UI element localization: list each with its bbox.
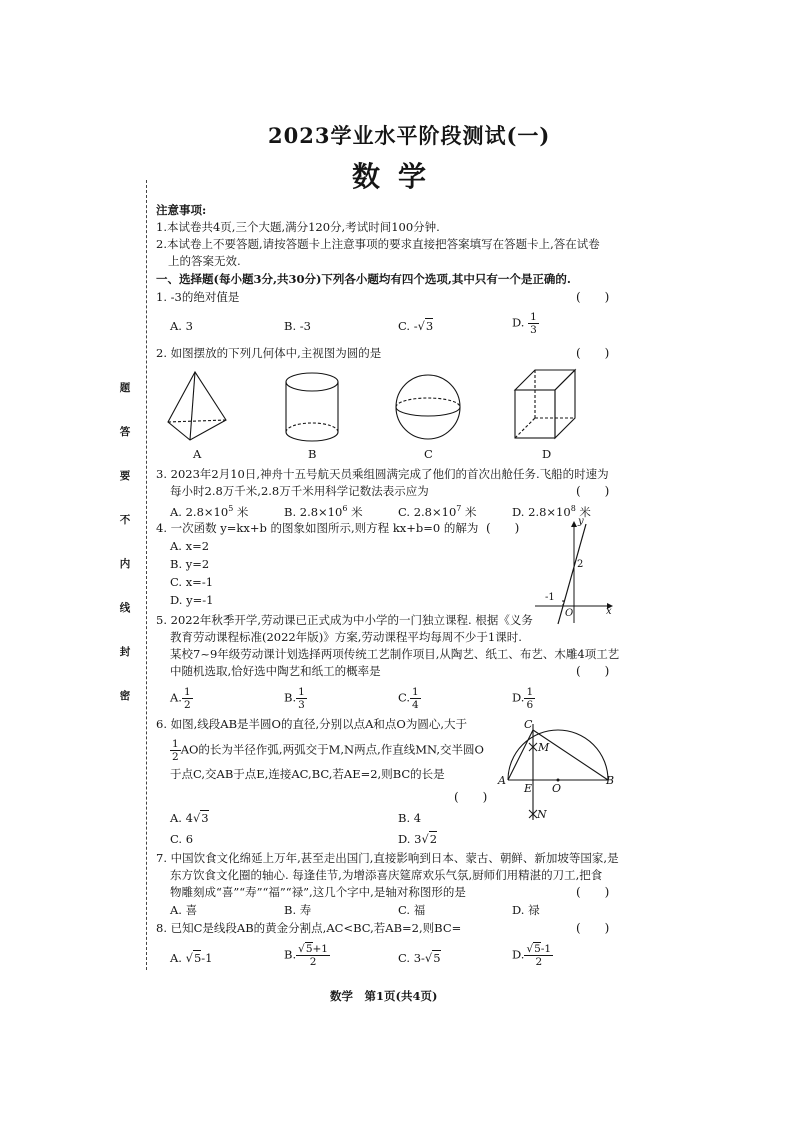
page-footer: 数学 第1页(共4页) [330, 989, 438, 1003]
q1-option-c-radicand: 3 [425, 319, 434, 333]
radicand: 5 [305, 943, 313, 955]
graph-y-label: y [578, 516, 584, 527]
q3-option-a-exponent: 5 [228, 504, 234, 513]
q7-option-c: C. 福 [398, 903, 426, 917]
question-7-line-2: 东方饮食文化圈的轴心. 每逢佳节,为增添喜庆筵席欢乐气氛,厨师们用精湛的刀工,把食 [170, 868, 603, 882]
radicand: 5 [193, 951, 202, 965]
fraction-denominator: 2 [309, 956, 317, 968]
q7-option-d: D. 禄 [512, 903, 540, 917]
fraction-numerator: 1 [530, 311, 537, 323]
point-label-m: M [538, 741, 550, 754]
page-title: 2023学业水平阶段测试(一) [268, 123, 551, 148]
q5-option-c [398, 686, 421, 711]
q1-option-d-prefix: D. [512, 315, 525, 330]
option-prefix: B. [284, 947, 297, 962]
question-6-line-1: 6. 如图,线段AB是半圆O的直径,分别以点A和点O为圆心,大于 [156, 717, 468, 731]
q3-option-c-base: C. 2.8×10 [398, 504, 457, 519]
solids-figure [150, 362, 590, 457]
margin-char: 封 [119, 646, 131, 658]
q5-option-a [170, 686, 193, 711]
fraction [528, 311, 539, 336]
margin-char: 密 [119, 690, 131, 702]
q5-option-b [284, 686, 307, 711]
segment-ac [508, 730, 533, 780]
margin-char: 内 [119, 558, 131, 570]
radicand: 5 [433, 951, 441, 965]
fraction [410, 686, 421, 711]
sqrt-sign: √ [192, 811, 201, 825]
question-5-line-3: 某校7~9年级劳动课计划选择两项传统工艺制作项目,从陶艺、纸工、布艺、木雕4项工艺 [170, 647, 620, 661]
q1-option-c [398, 318, 433, 334]
fraction-denominator: 4 [412, 699, 419, 711]
fraction [182, 686, 193, 711]
question-3-line-2: 每小时2.8万千米,2.8万千米用科学记数法表示应为 [170, 484, 429, 498]
fraction-denominator: 6 [526, 699, 534, 711]
point-label-c: C [524, 718, 533, 731]
radicand: 5 [534, 943, 541, 955]
notice-item-2b: 上的答案无效. [168, 254, 241, 268]
fraction-denominator: 2 [535, 956, 543, 968]
q3-option-d-exponent: 8 [570, 504, 576, 513]
fraction [296, 686, 307, 711]
option-prefix: A. [170, 951, 186, 965]
q8-option-c [398, 950, 441, 966]
fraction-denominator: 2 [183, 699, 191, 711]
point-label-b: B [606, 774, 615, 787]
fraction-numerator: 1 [298, 686, 305, 698]
q5-option-d [512, 686, 535, 711]
question-3-line-1: 3. 2023年2月10日,神舟十五号航天员乘组圆满完成了他们的首次出舱任务.飞船的时速为 [156, 467, 609, 481]
radicand: 3 [201, 811, 209, 825]
question-1-stem: 1. -3的绝对值是 [156, 290, 240, 304]
option-prefix: C. [398, 690, 411, 705]
option-prefix: A. [170, 690, 182, 705]
q3-option-c [398, 501, 477, 520]
answer-paren: ( ) [576, 921, 610, 935]
q4-option-d: D. y=-1 [170, 593, 214, 607]
sqrt-sign: √ [417, 319, 425, 333]
question-8-stem: 8. 已知C是线段AB的黄金分割点,AC<BC,若AB=2,则BC= [156, 921, 462, 935]
margin-char: 线 [119, 602, 131, 614]
q8-option-a [170, 950, 212, 966]
sqrt-sign: √ [424, 951, 433, 965]
semicircle-arc [508, 730, 608, 780]
unit-label: 米 [575, 504, 591, 519]
q3-option-b-base: B. 2.8×10 [284, 504, 343, 519]
answer-paren: ( ) [486, 521, 520, 535]
option-prefix: D. [512, 690, 525, 705]
subject-title: 数学 [352, 160, 445, 193]
margin-char: 要 [119, 470, 131, 482]
point-label-o: O [552, 782, 562, 795]
notice-heading: 注意事项: [156, 203, 207, 217]
option-prefix: B. [284, 690, 297, 705]
unit-label: 米 [347, 504, 363, 519]
solid-label-b: B [308, 447, 317, 461]
segment-bc [533, 730, 608, 780]
point-label-e: E [524, 782, 533, 795]
fraction [524, 686, 535, 711]
fraction-denominator: 3 [530, 324, 537, 336]
fraction [524, 943, 553, 968]
q6-option-b: B. 4 [398, 811, 422, 825]
option-suffix: -1 [201, 951, 213, 965]
q3-option-a [170, 501, 248, 520]
q7-option-b: B. 寿 [284, 903, 312, 917]
question-6-line-3: 于点C,交AB于点E,连接AC,BC,若AE=2,则BC的长是 [170, 767, 445, 781]
graph-x-label: x [606, 606, 612, 617]
q8-option-d [512, 943, 553, 968]
sqrt-sign: √ [421, 832, 429, 846]
margin-char: 题 [119, 382, 131, 394]
q1-option-c-prefix: C. - [398, 319, 418, 333]
option-prefix: D. [512, 947, 525, 962]
q1-option-a: A. 3 [170, 319, 193, 333]
question-5-line-1: 5. 2022年秋季开学,劳动课已正式成为中小学的一门独立课程. 根据《义务 [156, 613, 533, 627]
option-prefix: C. 3- [398, 951, 425, 965]
solid-label-d: D [542, 447, 552, 461]
sqrt-sign: √ [526, 943, 534, 955]
q6-option-c: C. 6 [170, 832, 194, 846]
option-prefix: A. 4 [170, 811, 193, 825]
fraction [296, 943, 330, 968]
margin-char: 不 [119, 514, 131, 526]
q3-option-b-exponent: 6 [342, 504, 348, 513]
binding-dashed-line [146, 180, 147, 970]
question-6-line-2-text: AO的长为半径作弧,两弧交于M,N两点,作直线MN,交半圆O [180, 742, 484, 757]
numerator-suffix: -1 [540, 943, 552, 955]
point-label-a: A [498, 774, 506, 787]
section-heading: 一、选择题(每小题3分,共30分)下列各小题均有四个选项,其中只有一个是正确的. [156, 272, 571, 286]
q6-option-a [170, 810, 209, 826]
q8-option-b [284, 943, 330, 968]
question-5-line-4: 中随机选取,恰好选中陶艺和纸工的概率是 [170, 664, 381, 678]
fraction-numerator [524, 943, 553, 956]
graph-y-tick: 2 [577, 559, 584, 570]
sqrt-sign: √ [298, 943, 305, 955]
unit-label: 米 [461, 504, 477, 519]
fraction [170, 738, 181, 763]
q7-option-a: A. 喜 [170, 903, 198, 917]
fraction-numerator [296, 943, 330, 956]
answer-paren: ( ) [454, 790, 488, 804]
q4-option-a: A. x=2 [170, 539, 210, 553]
q3-option-c-exponent: 7 [456, 504, 462, 513]
question-7-line-3: 物雕刻成“喜”“寿”“福”“禄”,这几个字中,是轴对称图形的是 [170, 885, 466, 899]
question-5-line-2: 教育劳动课程标准(2022年版)》方案,劳动课程平均每周不少于1课时. [170, 630, 522, 644]
graph-x-tick: -1 [545, 592, 555, 603]
point-label-n: N [537, 808, 547, 821]
solid-label-c: C [424, 447, 433, 461]
option-prefix: D. 3 [398, 832, 422, 846]
question-6-line-2 [170, 738, 484, 763]
unit-label: 米 [233, 504, 249, 519]
answer-paren: ( ) [576, 484, 610, 498]
question-4-stem: 4. 一次函数 y=kx+b 的图象如图所示,则方程 kx+b=0 的解为 [156, 521, 479, 535]
q4-option-b: B. y=2 [170, 557, 210, 571]
notice-item-2a: 2.本试卷上不要答题,请按答题卡上注意事项的要求直接把答案填写在答题卡上,答在试卷 [156, 237, 600, 251]
fraction-numerator: 1 [172, 738, 179, 750]
graph-origin-label: O [565, 608, 574, 619]
fraction-numerator: 1 [183, 686, 191, 698]
fraction-numerator: 1 [412, 686, 419, 698]
solid-label-a: A [193, 447, 202, 461]
q3-option-b [284, 501, 363, 520]
notice-item-1: 1.本试卷共4页,三个大题,满分120分,考试时间100分钟. [156, 220, 440, 234]
radicand: 2 [429, 832, 438, 846]
q3-option-a-base: A. 2.8×10 [170, 504, 229, 519]
sqrt-sign: √ [185, 951, 193, 965]
q6-option-d [398, 831, 437, 847]
fraction-denominator: 3 [298, 699, 305, 711]
fraction-denominator: 2 [172, 751, 179, 763]
q4-option-c: C. x=-1 [170, 575, 214, 589]
q1-option-d [512, 311, 539, 336]
margin-char: 答 [119, 426, 131, 438]
answer-paren: ( ) [576, 290, 610, 304]
q3-option-d-base: D. 2.8×10 [512, 504, 571, 519]
q1-option-b: B. -3 [284, 319, 311, 333]
answer-paren: ( ) [576, 346, 610, 360]
cuboid-shape [515, 370, 575, 438]
question-7-line-1: 7. 中国饮食文化绵延上万年,甚至走出国门,直接影响到日本、蒙古、朝鲜、新加坡等国家,是 [156, 851, 619, 865]
tetrahedron-shape [168, 372, 226, 440]
cylinder-shape [286, 373, 338, 441]
question-2-stem: 2. 如图摆放的下列几何体中,主视图为圆的是 [156, 346, 382, 360]
answer-paren: ( ) [576, 664, 610, 678]
numerator-suffix: +1 [312, 943, 328, 955]
sphere-shape [396, 375, 460, 439]
fraction-numerator: 1 [526, 686, 534, 698]
semicircle-figure [498, 718, 616, 830]
answer-paren: ( ) [576, 885, 610, 899]
